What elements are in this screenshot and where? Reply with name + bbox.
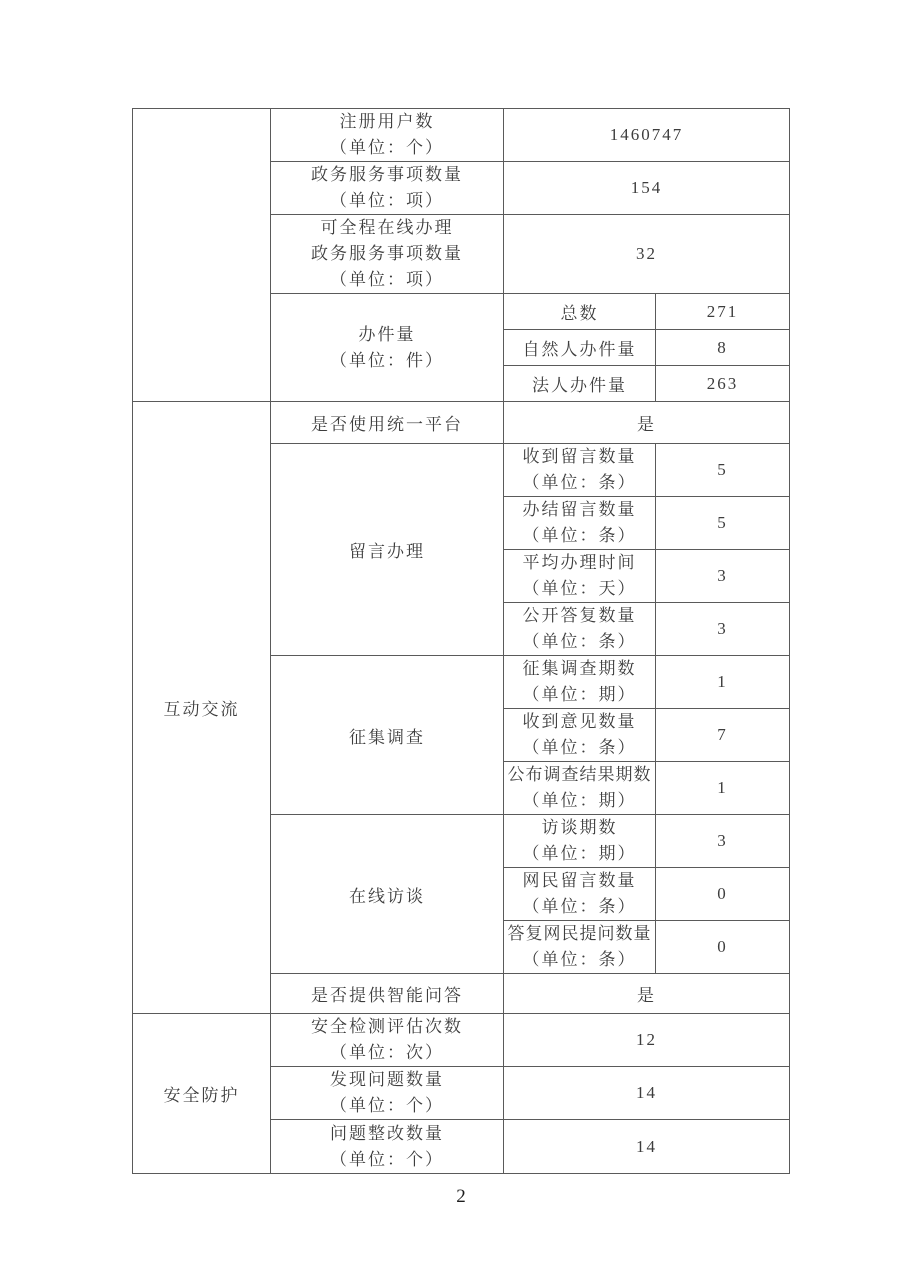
table-row [133,109,790,162]
submetric-value-total: 271 [656,294,790,330]
submetric-label-average-handling-time [504,550,656,603]
metric-value-smart-qa: 是 [504,974,790,1014]
metric-unit-line: （单位：项） [330,191,444,210]
group1-label-cell [133,109,271,402]
metric-label-problems-rectified [271,1120,504,1174]
metric-unit-line: （单位：天） [522,579,637,598]
metric-value-problems-found: 14 [504,1067,790,1120]
submetric-label-netizen-questions-answered [504,921,656,974]
submetric-value-netizen-questions-answered: 0 [656,921,790,974]
subgroup-label-message-handling: 留言办理 [271,444,504,656]
metric-value-registered-users: 1460747 [504,109,790,162]
metric-label-line: 政务服务事项数量 [311,244,463,263]
submetric-label-survey-periods [504,656,656,709]
metric-value-full-online-items: 32 [504,215,790,294]
submetric-label-messages-resolved [504,497,656,550]
metric-unit-line: （单位：次） [330,1043,444,1062]
metric-label-line: 平均办理时间 [522,553,637,572]
metric-label-line: 注册用户数 [339,112,435,131]
metric-unit-line: （单位：期） [522,685,637,704]
subgroup-label-survey: 征集调查 [271,656,504,815]
metric-label-line: 安全检测评估次数 [311,1017,463,1036]
table-row [133,402,790,444]
metric-label-registered-users [271,109,504,162]
metric-label-line: 征集调查期数 [522,659,637,678]
metric-unit-line: （单位：条） [522,473,637,492]
submetric-label-natural-person: 自然人办件量 [504,330,656,366]
metric-unit-line: （单位：件） [330,350,444,370]
submetric-value-public-replies: 3 [656,603,790,656]
metric-value-service-items: 154 [504,162,790,215]
metric-label-line: 收到留言数量 [522,447,637,466]
page-number: 2 [456,1186,466,1207]
table-row [133,1014,790,1067]
group3-label-cell: 安全防护 [133,1014,271,1174]
submetric-label-interview-periods [504,815,656,868]
metric-unit-line: （单位：个） [330,1149,444,1169]
metric-label-service-items [271,162,504,215]
submetric-label-survey-results-published [504,762,656,815]
submetric-value-interview-periods: 3 [656,815,790,868]
metric-label-line: 办件量 [358,324,416,344]
metric-label-line: 收到意见数量 [522,712,637,731]
metric-unit-line: （单位：条） [522,950,637,969]
submetric-label-netizen-messages [504,868,656,921]
submetric-label-total: 总数 [504,294,656,330]
submetric-value-messages-resolved: 5 [656,497,790,550]
metric-value-unified-platform: 是 [504,402,790,444]
submetric-label-messages-received [504,444,656,497]
submetric-value-opinions-received: 7 [656,709,790,762]
metric-label-line: 政务服务事项数量 [311,165,463,184]
metric-unit-line: （单位：条） [522,526,637,545]
metric-unit-line: （单位：条） [522,897,637,916]
submetric-value-netizen-messages: 0 [656,868,790,921]
submetric-value-survey-results-published: 1 [656,762,790,815]
metric-unit-line: （单位：项） [330,270,444,289]
metric-label-line: 公布调查结果期数 [507,765,652,784]
metric-unit-line: （单位：期） [522,791,637,810]
group2-label-cell: 互动交流 [133,402,271,1014]
metric-label-case-volume [271,294,504,402]
submetric-label-public-replies [504,603,656,656]
metric-label-line: 答复网民提问数量 [507,924,652,943]
submetric-label-opinions-received [504,709,656,762]
submetric-value-survey-periods: 1 [656,656,790,709]
metric-label-security-assessments [271,1014,504,1067]
submetric-value-average-handling-time: 3 [656,550,790,603]
submetric-label-legal-person: 法人办件量 [504,366,656,402]
metric-unit-line: （单位：个） [330,138,444,157]
metric-label-line: 问题整改数量 [330,1123,444,1143]
government-report-table [132,108,790,1174]
subgroup-label-online-interview: 在线访谈 [271,815,504,974]
metric-label-line: 网民留言数量 [522,871,637,890]
metric-label-smart-qa: 是否提供智能问答 [271,974,504,1014]
metric-label-unified-platform: 是否使用统一平台 [271,402,504,444]
submetric-value-messages-received: 5 [656,444,790,497]
submetric-value-legal-person: 263 [656,366,790,402]
metric-label-line: 访谈期数 [541,818,618,837]
metric-label-line: 发现问题数量 [330,1070,444,1089]
metric-unit-line: （单位：期） [522,844,637,863]
metric-label-line: 办结留言数量 [522,500,637,519]
metric-label-full-online-items [271,215,504,294]
metric-value-security-assessments: 12 [504,1014,790,1067]
metric-label-line: 公开答复数量 [522,606,637,625]
metric-unit-line: （单位：条） [522,632,637,651]
metric-value-problems-rectified: 14 [504,1120,790,1174]
metric-unit-line: （单位：条） [522,738,637,757]
submetric-value-natural-person: 8 [656,330,790,366]
metric-label-line: 可全程在线办理 [320,218,454,237]
metric-unit-line: （单位：个） [330,1096,444,1115]
metric-label-problems-found [271,1067,504,1120]
